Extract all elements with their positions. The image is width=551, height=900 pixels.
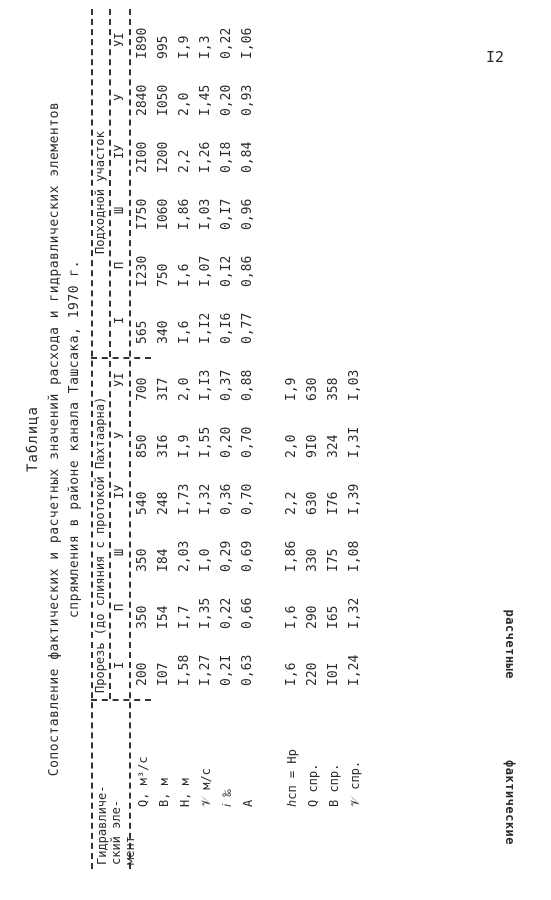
header-col-approach-4: ІУ <box>112 144 126 159</box>
cell: 220 <box>305 662 320 686</box>
table-title-line-2: спрямления в районе канала Ташсака, 1970 г. <box>67 259 82 619</box>
cell: I,6 <box>177 263 192 287</box>
header-col-approach-5: У <box>112 93 126 101</box>
cell: 0,22 <box>219 27 234 59</box>
cell: I,7 <box>177 605 192 629</box>
row-label-factual-velocity: 𝒱 м/с <box>199 768 213 807</box>
cell: I,06 <box>240 27 255 59</box>
cell: I,32 <box>198 483 213 515</box>
cell: 330 <box>305 548 320 572</box>
header-group-cut: Прорезь (до слияния с протокой Пахтаарна) <box>93 396 107 693</box>
cell: 324 <box>326 434 341 458</box>
rule-group-separator <box>91 357 151 359</box>
cell: 0,84 <box>240 141 255 173</box>
cell: I,03 <box>347 369 362 401</box>
rotated-table-page <box>25 9 545 869</box>
table-title-line-1: Сопоставление фактических и расчетных значений расхода и гидравлических элементов <box>47 101 62 777</box>
cell: I200 <box>156 141 171 173</box>
cell: 2,2 <box>284 491 299 515</box>
cell: 0,77 <box>240 312 255 344</box>
header-col-cut-2: П <box>112 603 126 611</box>
cell: I890 <box>135 27 150 59</box>
cell: I,26 <box>198 141 213 173</box>
cell: 0,86 <box>240 255 255 287</box>
cell: 0,22 <box>219 597 234 629</box>
cell: 0,88 <box>240 369 255 401</box>
cell: 0,36 <box>219 483 234 515</box>
row-label-factual-a: А <box>241 799 255 807</box>
cell: I,86 <box>284 540 299 572</box>
cell: I,9 <box>177 35 192 59</box>
cell: I,58 <box>177 654 192 686</box>
cell: I54 <box>156 605 171 629</box>
cell: 2,0 <box>284 434 299 458</box>
cell: I750 <box>135 198 150 230</box>
cell: I,35 <box>198 597 213 629</box>
cell: 340 <box>156 320 171 344</box>
cell: 0,63 <box>240 654 255 686</box>
cell: 0,20 <box>219 84 234 116</box>
rule-under-header <box>129 9 131 869</box>
header-col-cut-4: ІУ <box>112 484 126 499</box>
cell: 0,I6 <box>219 312 234 344</box>
row-label-calc-discharge: Q спр. <box>306 763 320 807</box>
cell: I,07 <box>198 255 213 287</box>
row-label-factual-depth: Н, м <box>178 778 192 807</box>
header-col-cut-6: УІ <box>112 372 126 387</box>
row-label-calc-velocity: 𝒱 спр. <box>348 760 362 807</box>
cell: 0,69 <box>240 540 255 572</box>
row-label-calc-depth: ℎсп = Нр <box>285 749 299 807</box>
cell: 350 <box>135 605 150 629</box>
header-col-approach-3: Ш <box>112 206 126 214</box>
header-col-cut-1: I <box>112 661 126 669</box>
header-col-cut-3: Ш <box>112 548 126 556</box>
header-col-approach-1: I <box>112 316 126 324</box>
cell: 0,20 <box>219 426 234 458</box>
cell: 0,66 <box>240 597 255 629</box>
cell: 200 <box>135 662 150 686</box>
cell: I,45 <box>198 84 213 116</box>
cell: I,6 <box>284 605 299 629</box>
cell: 0,96 <box>240 198 255 230</box>
header-element-line-3: мент <box>123 836 137 865</box>
cell: I,I2 <box>198 312 213 344</box>
cell: 290 <box>305 605 320 629</box>
cell: I,03 <box>198 198 213 230</box>
cell: I,9 <box>284 377 299 401</box>
cell: 0,29 <box>219 540 234 572</box>
cell: 2,03 <box>177 540 192 572</box>
header-element-line-1: Гидравличе- <box>95 785 109 865</box>
cell: I060 <box>156 198 171 230</box>
cell: 358 <box>326 377 341 401</box>
header-group-approach: Подходной участок <box>93 131 107 254</box>
cell: I75 <box>326 548 341 572</box>
cell: 630 <box>305 377 320 401</box>
cell: 0,37 <box>219 369 234 401</box>
cell: 750 <box>156 263 171 287</box>
cell: I,32 <box>347 597 362 629</box>
cell: 700 <box>135 377 150 401</box>
cell: I,73 <box>177 483 192 515</box>
cell: I76 <box>326 491 341 515</box>
cell: I,I3 <box>198 369 213 401</box>
cell: 0,I8 <box>219 141 234 173</box>
row-label-calc-width: В спр. <box>327 763 341 807</box>
cell: 630 <box>305 491 320 515</box>
cell: 3I6 <box>156 434 171 458</box>
cell: I65 <box>326 605 341 629</box>
cell: 2,0 <box>177 92 192 116</box>
cell: I,39 <box>347 483 362 515</box>
cell: I,6 <box>177 320 192 344</box>
row-label-factual-slope: 𝑖 ‰ <box>220 789 234 807</box>
cell: 2I00 <box>135 141 150 173</box>
cell: 0,2I <box>219 654 234 686</box>
cell: I07 <box>156 662 171 686</box>
cell: I0I <box>326 662 341 686</box>
cell: I,86 <box>177 198 192 230</box>
cell: 0,I2 <box>219 255 234 287</box>
cell: 0,93 <box>240 84 255 116</box>
cell: 9I0 <box>305 434 320 458</box>
cell: I,08 <box>347 540 362 572</box>
cell: 248 <box>156 491 171 515</box>
page-number: I2 <box>486 48 505 66</box>
row-label-factual-discharge: Q, м³/с <box>136 756 150 807</box>
header-col-cut-5: У <box>112 431 126 439</box>
cell: I,6 <box>284 662 299 686</box>
table-title-word: Таблица <box>25 406 41 473</box>
rule-element-col <box>91 699 151 701</box>
rule-group-split <box>109 9 111 699</box>
cell: I,24 <box>347 654 362 686</box>
cell: I84 <box>156 548 171 572</box>
cell: 2,2 <box>177 149 192 173</box>
cell: I,9 <box>177 434 192 458</box>
cell: 0,70 <box>240 483 255 515</box>
section-label-calculated: расчетные <box>503 609 517 679</box>
cell: 850 <box>135 434 150 458</box>
cell: I,0 <box>198 548 213 572</box>
section-label-factual: фактические <box>503 760 517 845</box>
header-element-line-2: ский эле- <box>109 799 123 865</box>
cell: 2,0 <box>177 377 192 401</box>
cell: I050 <box>156 84 171 116</box>
cell: I,55 <box>198 426 213 458</box>
cell: I,3 <box>198 35 213 59</box>
cell: I,27 <box>198 654 213 686</box>
cell: 0,I7 <box>219 198 234 230</box>
cell: 995 <box>156 35 171 59</box>
cell: 565 <box>135 320 150 344</box>
row-label-factual-width: В, м <box>157 778 171 807</box>
cell: 2840 <box>135 84 150 116</box>
cell: 350 <box>135 548 150 572</box>
cell: 3I7 <box>156 377 171 401</box>
header-col-approach-2: П <box>112 261 126 269</box>
header-col-approach-6: УІ <box>112 32 126 47</box>
cell: 540 <box>135 491 150 515</box>
cell: I230 <box>135 255 150 287</box>
cell: 0,70 <box>240 426 255 458</box>
cell: I,3I <box>347 426 362 458</box>
